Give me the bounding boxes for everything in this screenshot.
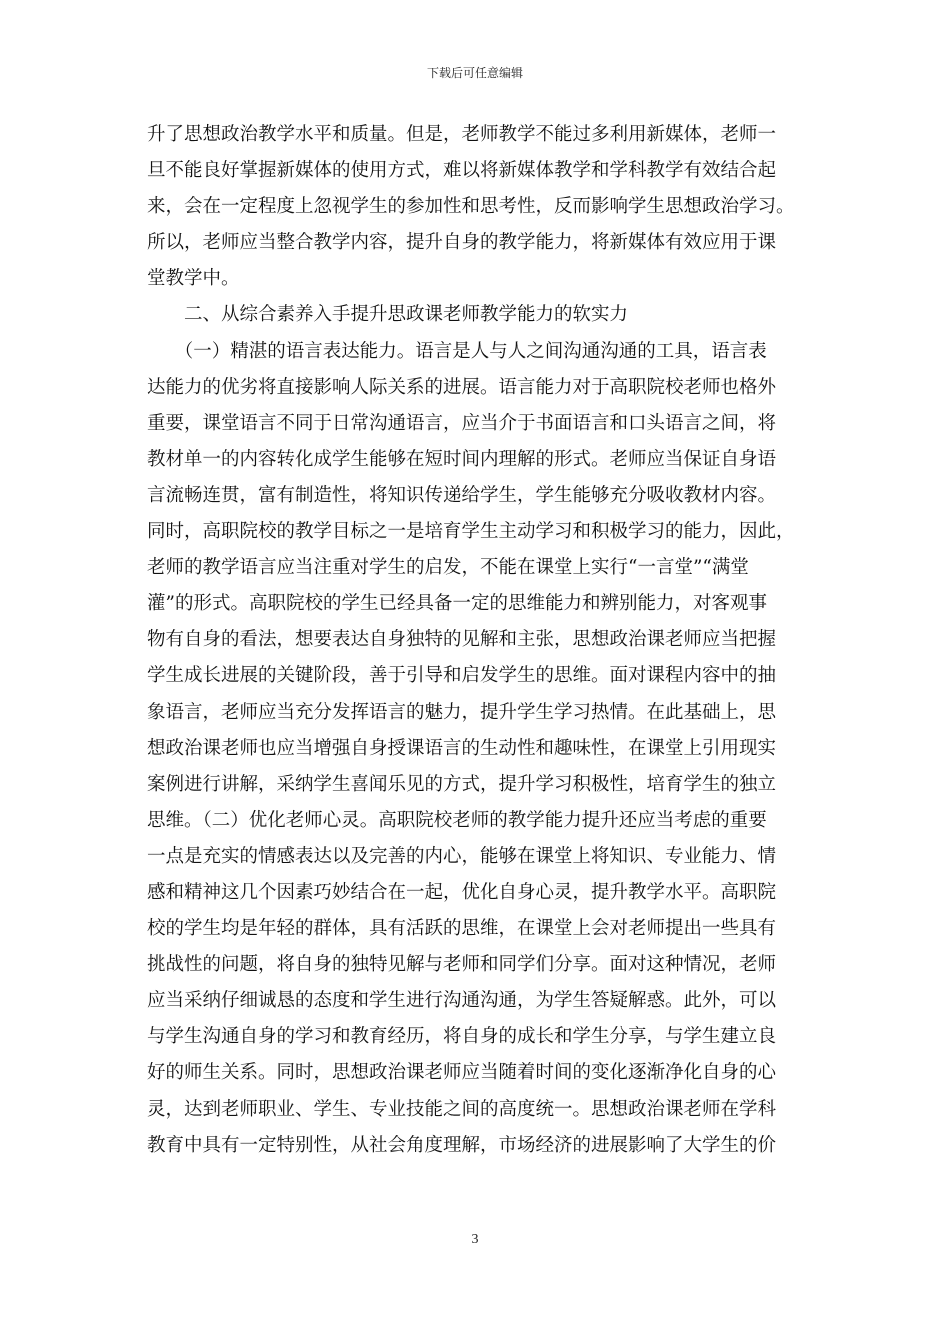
text-line: 案例进行讲解，采纳学生喜闻乐见的方式，提升学习积极性，培育学生的独立 — [147, 773, 777, 795]
text-line: 重要，课堂语言不同于日常沟通语言，应当介于书面语言和口头语言之间，将 — [147, 412, 777, 434]
text-line: 感和精神这几个因素巧妙结合在一起，优化自身心灵，提升教学水平。高职院 — [147, 881, 777, 903]
text-line: 灌”的形式。高职院校的学生已经具备一定的思维能力和辨别能力，对客观事 — [147, 593, 767, 615]
text-line: 二、从综合素养入手提升思政课老师教学能力的软实力 — [147, 304, 629, 326]
text-line: 旦不能良好掌握新媒体的使用方式，难以将新媒体教学和学科教学有效结合起 — [147, 160, 777, 182]
text-line: 堂教学中。 — [147, 268, 240, 290]
text-line: 学生成长进展的关键阶段，善于引导和启发学生的思维。面对课程内容中的抽 — [147, 665, 777, 687]
text-line: 想政治课老师也应当增强自身授课语言的生动性和趣味性，在课堂上引用现实 — [147, 737, 777, 759]
text-line: 所以，老师应当整合教学内容，提升自身的教学能力，将新媒体有效应用于课 — [147, 232, 777, 254]
text-line: 老师的教学语言应当注重对学生的启发，不能在课堂上实行“一言堂”“满堂 — [147, 557, 749, 579]
text-line: 好的师生关系。同时，思想政治课老师应当随着时间的变化逐渐净化自身的心 — [147, 1062, 777, 1084]
text-line: 升了思想政治教学水平和质量。但是，老师教学不能过多利用新媒体，老师一 — [147, 124, 777, 145]
text-line: 达能力的优劣将直接影响人际关系的进展。语言能力对于高职院校老师也格外 — [147, 376, 777, 398]
text-line: 象语言，老师应当充分发挥语言的魅力，提升学生学习热情。在此基础上，思 — [147, 701, 777, 723]
text-line: 一点是充实的情感表达以及完善的内心，能够在课堂上将知识、专业能力、情 — [147, 845, 777, 867]
text-line: 教材单一的内容转化成学生能够在短时间内理解的形式。老师应当保证自身语 — [147, 448, 777, 470]
text-line: 应当采纳仔细诚恳的态度和学生进行沟通沟通，为学生答疑解惑。此外，可以 — [147, 990, 777, 1012]
text-line: 教育中具有一定特别性，从社会角度理解，市场经济的进展影响了大学生的价 — [147, 1134, 777, 1156]
text-line: 来，会在一定程度上忽视学生的参加性和思考性，反而影响学生思想政治学习。 — [147, 196, 795, 218]
text-line: 挑战性的问题，将自身的独特见解与老师和同学们分享。面对这种情况，老师 — [147, 954, 777, 976]
text-line: （一）精湛的语言表达能力。语言是人与人之间沟通沟通的工具，语言表 — [147, 340, 767, 362]
text-line: 灵，达到老师职业、学生、专业技能之间的高度统一。思想政治课老师在学科 — [147, 1098, 777, 1120]
text-line: 同时，高职院校的教学目标之一是培育学生主动学习和积极学习的能力，因此， — [147, 521, 795, 543]
text-line: 思维。（二）优化老师心灵。高职院校老师的教学能力提升还应当考虑的重要 — [147, 809, 767, 831]
text-line: 物有自身的看法，想要表达自身独特的见解和主张，思想政治课老师应当把握 — [147, 629, 777, 651]
body-text — [147, 117, 807, 1164]
text-line: 与学生沟通自身的学习和教育经历，将自身的成长和学生分享，与学生建立良 — [147, 1026, 777, 1048]
page-number: 3 — [471, 1232, 479, 1247]
page-header: 下载后可任意编辑 — [426, 66, 523, 80]
text-line: 校的学生均是年轻的群体，具有活跃的思维，在课堂上会对老师提出一些具有 — [147, 918, 777, 940]
text-line: 言流畅连贯，富有制造性，将知识传递给学生，学生能够充分吸收教材内容。 — [147, 484, 777, 506]
